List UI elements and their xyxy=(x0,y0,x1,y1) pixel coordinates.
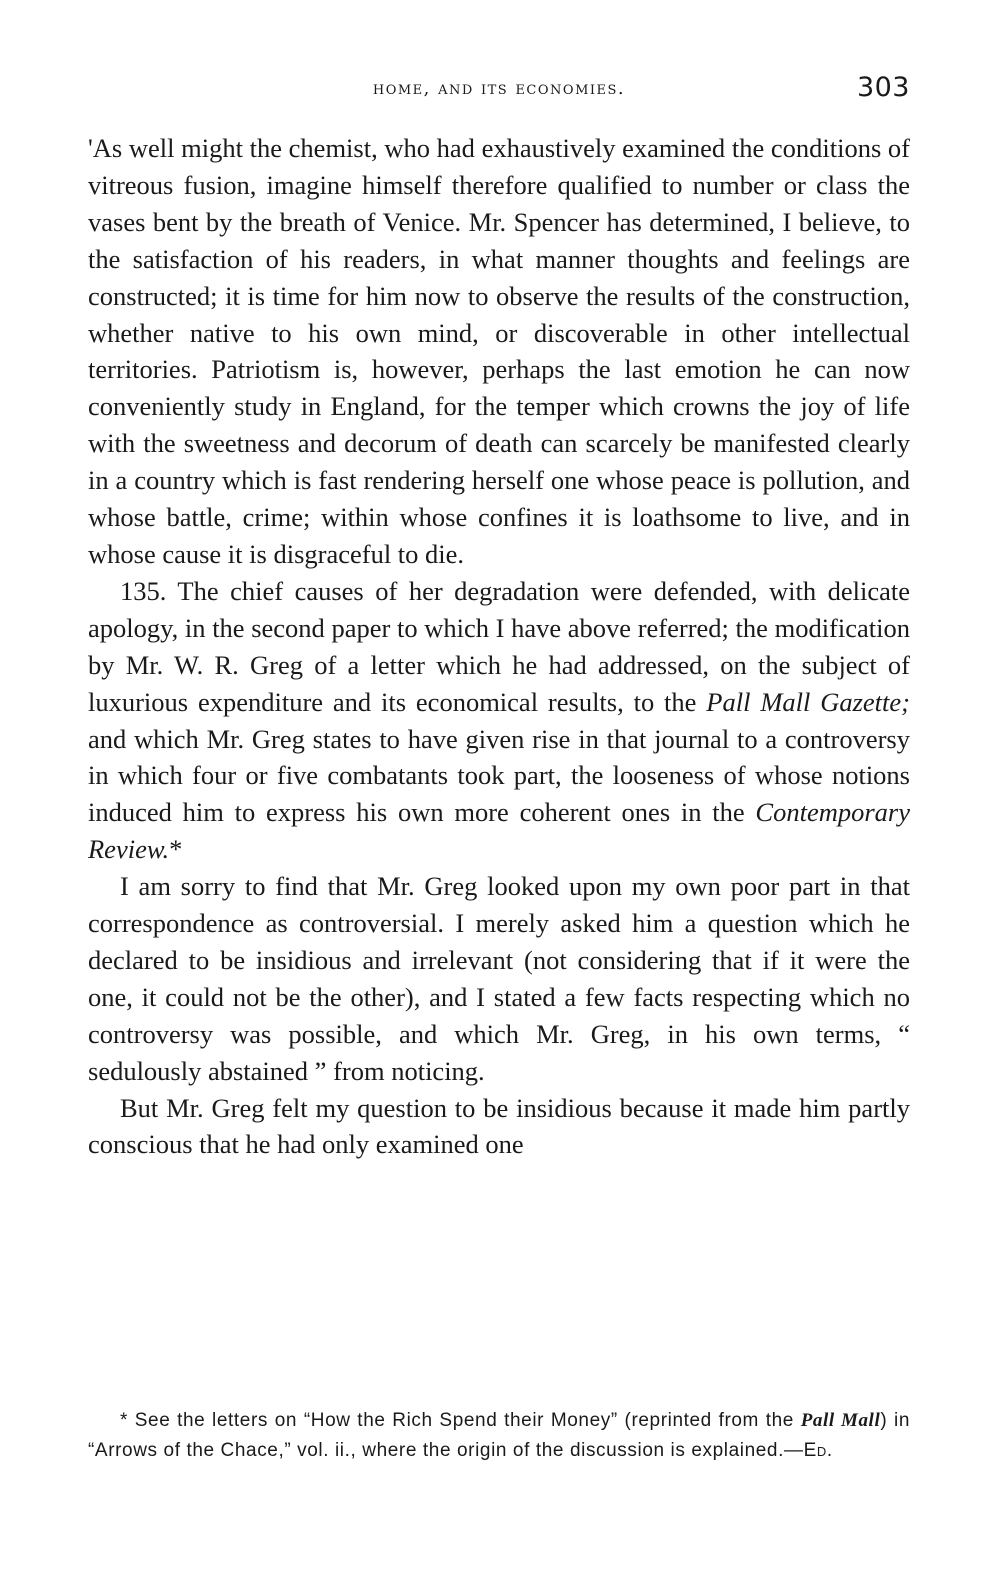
running-head xyxy=(88,72,910,112)
paragraph-insidious-question: But Mr. Greg felt my question to be insidious because it made him partly conscious that he had only examined one xyxy=(88,1092,910,1160)
italic-contemporary-review: Contemporary Review. xyxy=(88,797,910,865)
footnote-reference-marker: * xyxy=(169,834,183,865)
footnote-marker: * xyxy=(120,1410,128,1431)
footnote-part1: See the letters on “How the Rich Spend their Money” (reprinted from the xyxy=(134,1410,794,1431)
footnote xyxy=(88,1406,910,1465)
body-text xyxy=(88,130,910,1163)
footnote-editor-mark: Ed. xyxy=(803,1439,833,1461)
paragraph-quotation-continuation: 'As well might the chemist, who had exhaustively examined the conditions of vitreous fusion, imagine himself therefore qualified to number or class the vases bent by the breath of Venice. Mr. Spencer has determined, I believe, to the satisfaction of his readers, in what manner thoughts and feelings are constructed; it is time for him now to observe the results of the construction, whether native to his own mind, or discoverable in other intellectual territories. Patriotism is, however, perhaps the last emotion he can now conveniently study in England, for the temper which crowns the joy of life with the sweetness and decorum of death can scarcely be manifested clearly in a country which is fast rendering herself one whose peace is pollution, and whose battle, crime; within whose confines it is loathsome to live, and in whose cause it is disgraceful to die. xyxy=(88,133,910,569)
paragraph-135 xyxy=(88,573,910,868)
footnote-part2: ) in “Arrows of the Chace,” vol. ii., where the origin of the discussion is explained.— xyxy=(88,1410,910,1461)
paragraph-135-part1: The chief causes of her degradation were defended, with delicate apology, in the second paper to which I have above referred; the modification by Mr. W. R. Greg of a letter which he had addressed, on the subject of luxurious expenditure and its economical results, to the xyxy=(88,575,910,717)
running-title xyxy=(88,78,910,99)
running-title-text: home, and its economies. xyxy=(372,78,626,99)
footnote-italic-pall-mall: Pall Mall xyxy=(800,1410,881,1431)
footnote-text xyxy=(88,1406,910,1465)
italic-pall-mall-gazette: Pall Mall Gazette; xyxy=(706,686,910,717)
paragraph-number: 135. xyxy=(120,575,167,606)
paragraph-controversy: I am sorry to find that Mr. Greg looked upon my own poor part in that correspondence as controversial. I merely asked him a question which he declared to be insidious and irrelevant (not considering that if it were the one, it could not be the other), and I stated a few facts respecting which no controversy was possible, and which Mr. Greg, in his own terms, “ sedulously abstained ” from noticing. xyxy=(88,871,910,1086)
page-number: 303 xyxy=(856,72,910,103)
paragraph-135-part2: and which Mr. Greg states to have given rise in that journal to a controversy in which four or five combatants took part, the looseness of whose notions induced him to express his own more coherent ones in the xyxy=(88,723,910,828)
